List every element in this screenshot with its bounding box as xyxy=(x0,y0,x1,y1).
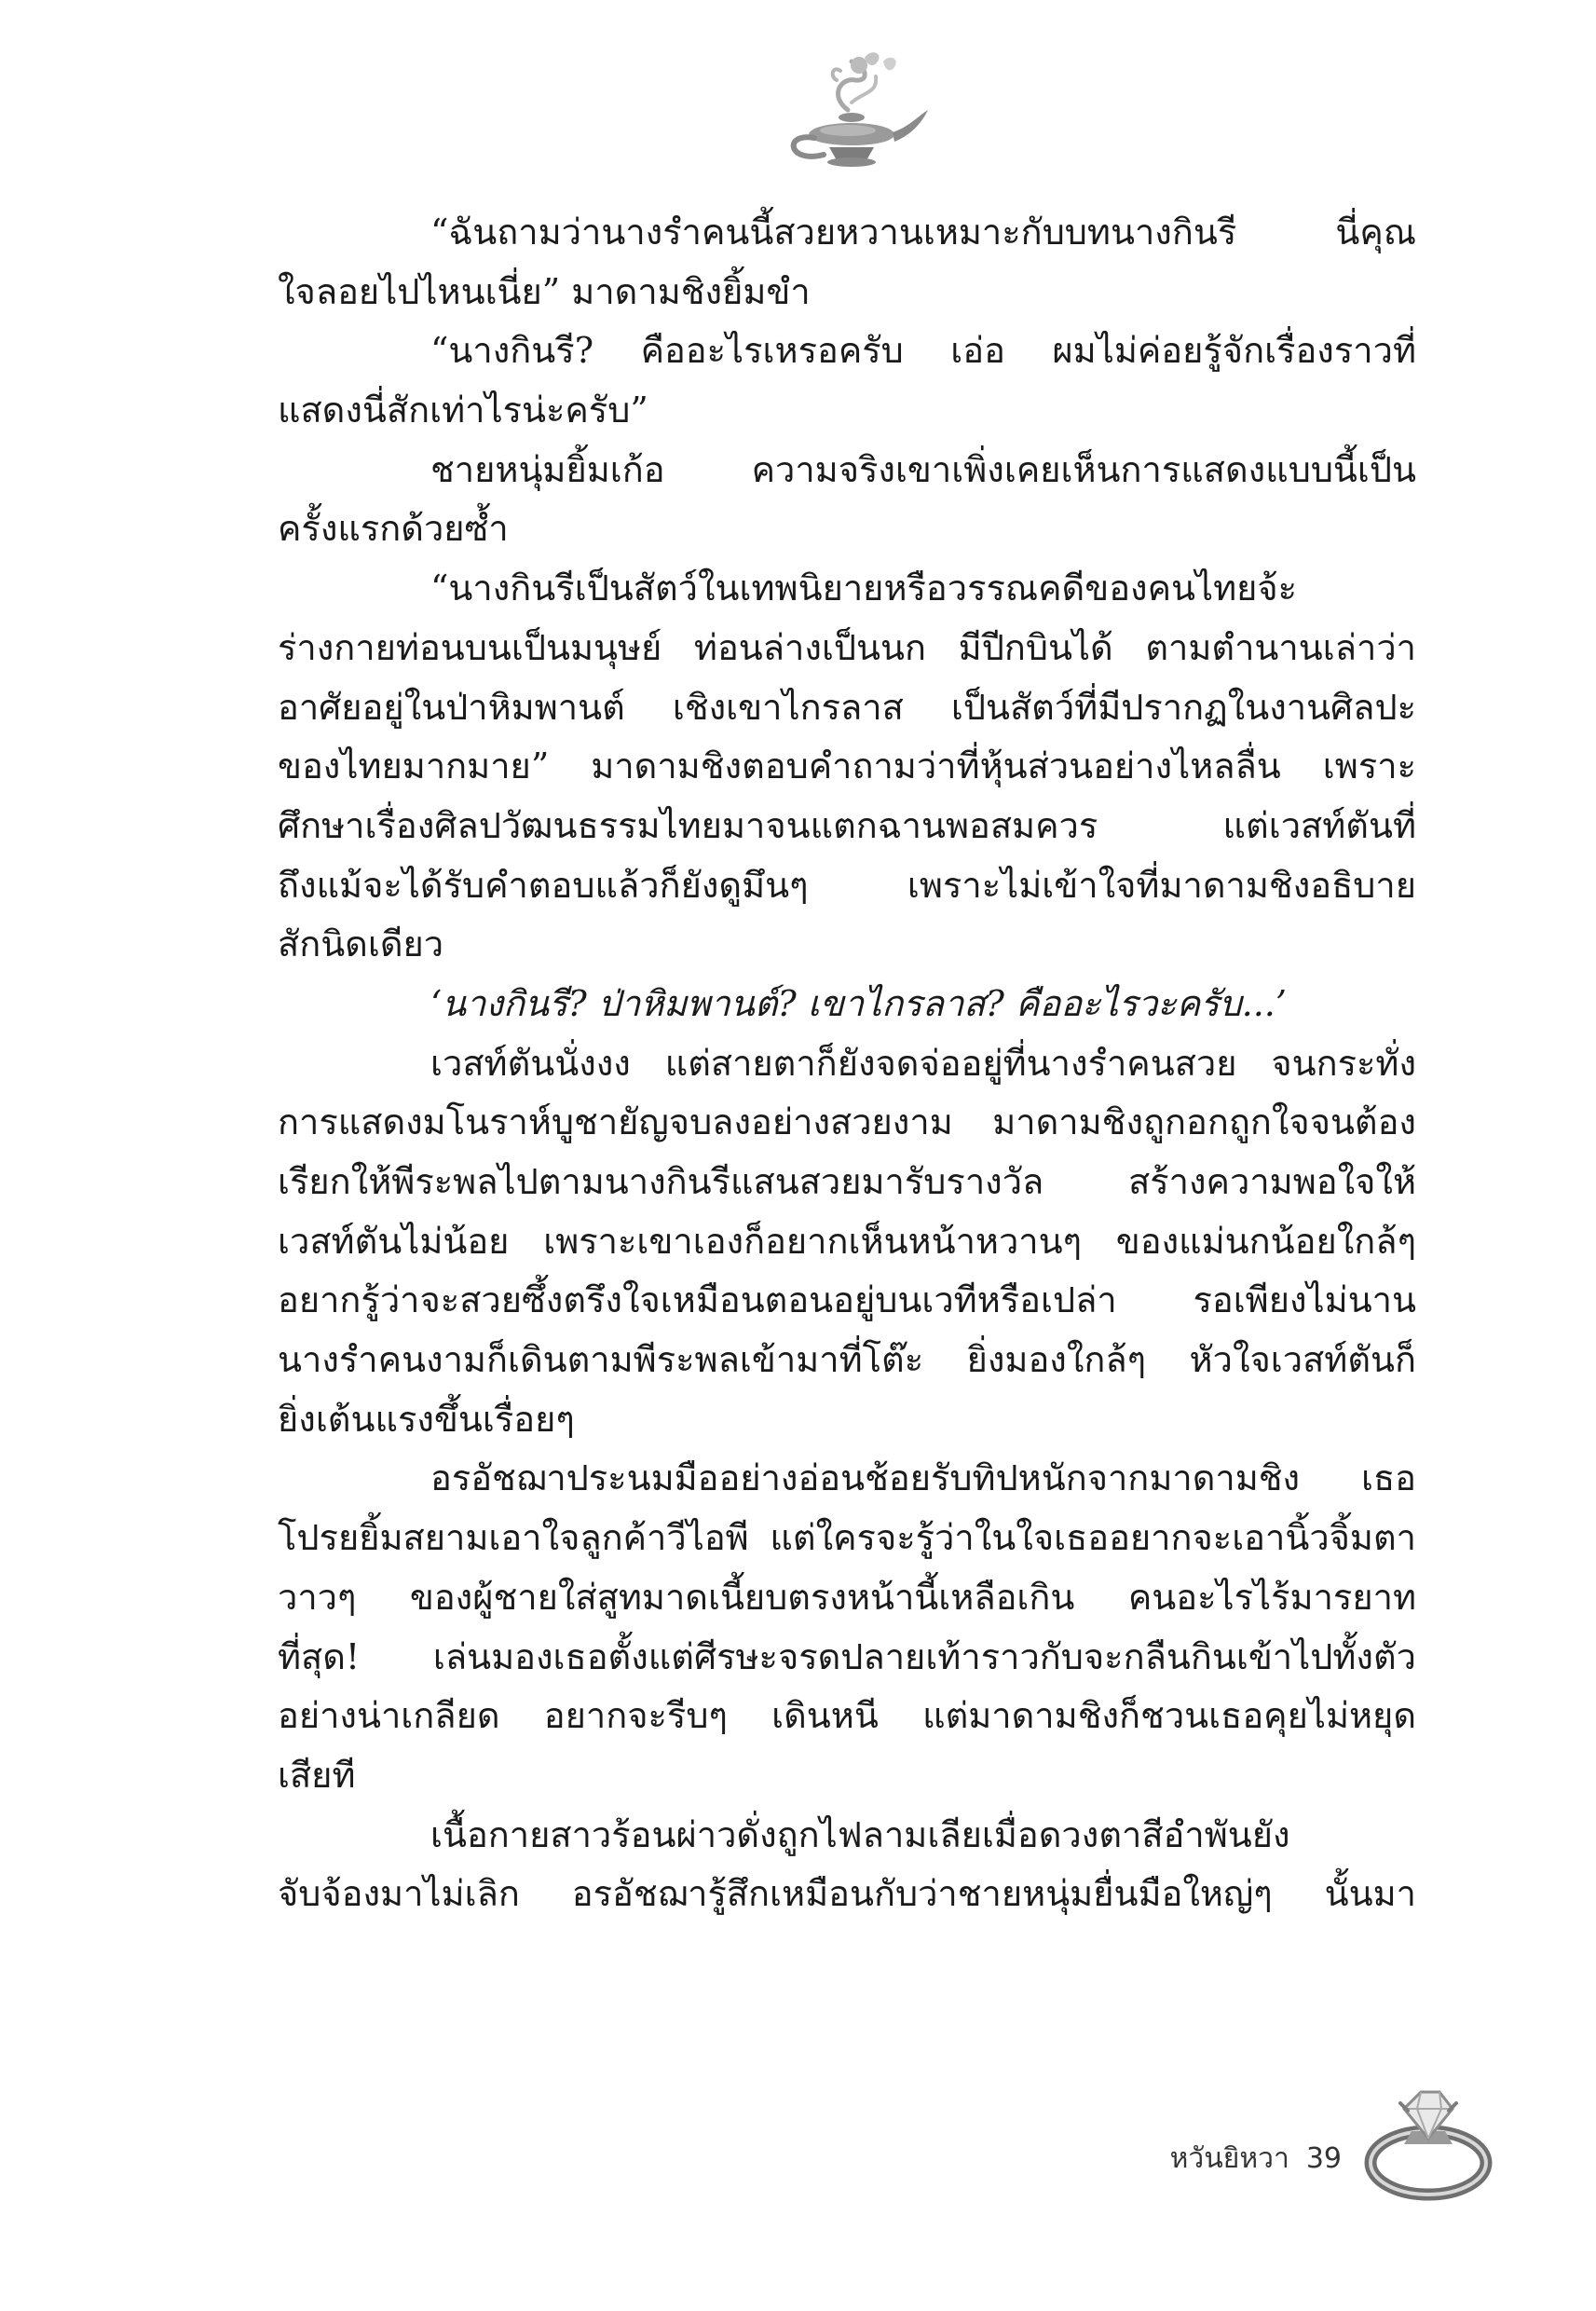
text-line: เสียที xyxy=(278,1754,356,1796)
body-text xyxy=(278,203,1416,1924)
text-line: จับจ้องมาไม่เลิก อรอัชฌารู้สึกเหมือนกับว่าชายหนุ่มยื่นมือใหญ่ๆ นั้นมา xyxy=(278,1873,1416,1915)
text-line: วาวๆ ของผู้ชายใส่สูทมาดเนี้ยบตรงหน้านี้เหลือเกิน คนอะไรไร้มารยาท xyxy=(278,1576,1416,1618)
text-line: ครั้งแรกด้วยซ้ำ xyxy=(278,508,509,550)
paragraph xyxy=(278,1449,1416,1805)
text-line: “นางกินรี? คืออะไรเหรอครับ เอ่อ ผมไม่ค่อยรู้จักเรื่องราวที่ xyxy=(430,330,1416,372)
text-line: “นางกินรีเป็นสัตว์ในเทพนิยายหรือวรรณคดีของคนไทยจ้ะ xyxy=(430,567,1298,609)
book-title: หวันยิหวา xyxy=(1169,2142,1289,2175)
text-line: ร่างกายท่อนบนเป็นมนุษย์ ท่อนล่างเป็นนก มีปีกบินได้ ตามตำนานเล่าว่า xyxy=(278,626,1416,668)
text-line: ชายหนุ่มยิ้มเก้อ ความจริงเขาเพิ่งเคยเห็นการแสดงแบบนี้เป็น xyxy=(430,448,1416,490)
text-line: อย่างน่าเกลียด อยากจะรีบๆ เดินหนี แต่มาดามชิงก็ชวนเธอคุยไม่หยุด xyxy=(278,1695,1416,1737)
text-line: อรอัชฌาประนมมืออย่างอ่อนช้อยรับทิปหนักจากมาดามชิง เธอ xyxy=(430,1457,1416,1499)
genie-lamp-icon xyxy=(755,45,941,185)
text-line: แสดงนี่สักเท่าไรน่ะครับ” xyxy=(278,390,648,431)
text-line: สักนิดเดียว xyxy=(278,923,444,965)
paragraph xyxy=(278,1034,1416,1450)
text-line: นางรำคนงามก็เดินตามพีระพลเข้ามาที่โต๊ะ ยิ่งมองใกล้ๆ หัวใจเวสท์ตันก็ xyxy=(278,1339,1416,1381)
text-line: ใจลอยไปไหนเนี่ย” มาดามชิงยิ้มขำ xyxy=(278,270,811,312)
text-line: ถึงแม้จะได้รับคำตอบแล้วก็ยังดูมึนๆ เพราะไม่เข้าใจที่มาดามชิงอธิบาย xyxy=(278,864,1416,906)
text-line: เวสท์ตันไม่น้อย เพราะเขาเองก็อยากเห็นหน้าหวานๆ ของแม่นกน้อยใกล้ๆ xyxy=(278,1220,1416,1262)
paragraph xyxy=(278,441,1416,559)
paragraph xyxy=(278,975,1416,1034)
text-line: การแสดงมโนราห์บูชายัญจบลงอย่างสวยงาม มาดามชิงถูกอกถูกใจจนต้อง xyxy=(278,1101,1416,1143)
text-line: เวสท์ตันนั่งงง แต่สายตาก็ยังจดจ่ออยู่ที่นางรำคนสวย จนกระทั่ง xyxy=(430,1042,1416,1084)
page-number: 39 xyxy=(1305,2142,1342,2175)
paragraph xyxy=(278,321,1416,440)
text-line: ยิ่งเต้นแรงขึ้นเรื่อยๆ xyxy=(278,1398,575,1440)
paragraph xyxy=(278,203,1416,321)
text-line: อาศัยอยู่ในป่าหิมพานต์ เชิงเขาไกรลาส เป็นสัตว์ที่มีปรากฏในงานศิลปะ xyxy=(278,686,1416,728)
text-line: โปรยยิ้มสยามเอาใจลูกค้าวีไอพี แต่ใครจะรู้ว่าในใจเธออยากจะเอานิ้วจิ้มตา xyxy=(278,1517,1416,1559)
text-line: ศึกษาเรื่องศิลปวัฒนธรรมไทยมาจนแตกฉานพอสมควร แต่เวสท์ตันที่ xyxy=(278,804,1416,846)
text-line: ที่สุด! เล่นมองเธอตั้งแต่ศีรษะจรดปลายเท้าราวกับจะกลืนกินเข้าไปทั้งตัว xyxy=(278,1635,1416,1677)
thought-line: ‘นางกินรี? ป่าหิมพานต์? เขาไกรลาส? คืออะไรวะครับ...’ xyxy=(430,982,1287,1024)
paragraph xyxy=(278,1806,1416,1924)
ring-icon xyxy=(1356,2073,1505,2213)
text-line: อยากรู้ว่าจะสวยซึ้งตรึงใจเหมือนตอนอยู่บนเวทีหรือเปล่า รอเพียงไม่นาน xyxy=(278,1279,1416,1321)
text-line: เรียกให้พีระพลไปตามนางกินรีแสนสวยมารับรางวัล สร้างความพอใจให้ xyxy=(278,1161,1416,1202)
text-line: เนื้อกายสาวร้อนผ่าวดั่งถูกไฟลามเลียเมื่อดวงตาสีอำพันยัง xyxy=(430,1813,1290,1855)
page-footer xyxy=(1062,2137,1342,2181)
paragraph xyxy=(278,559,1416,975)
text-line: “ฉันถามว่านางรำคนนี้สวยหวานเหมาะกับบทนางกินรี นี่คุณ xyxy=(430,212,1416,253)
text-line: ของไทยมากมาย” มาดามชิงตอบคำถามว่าที่หุ้นส่วนอย่างไหลลื่น เพราะ xyxy=(278,745,1416,787)
